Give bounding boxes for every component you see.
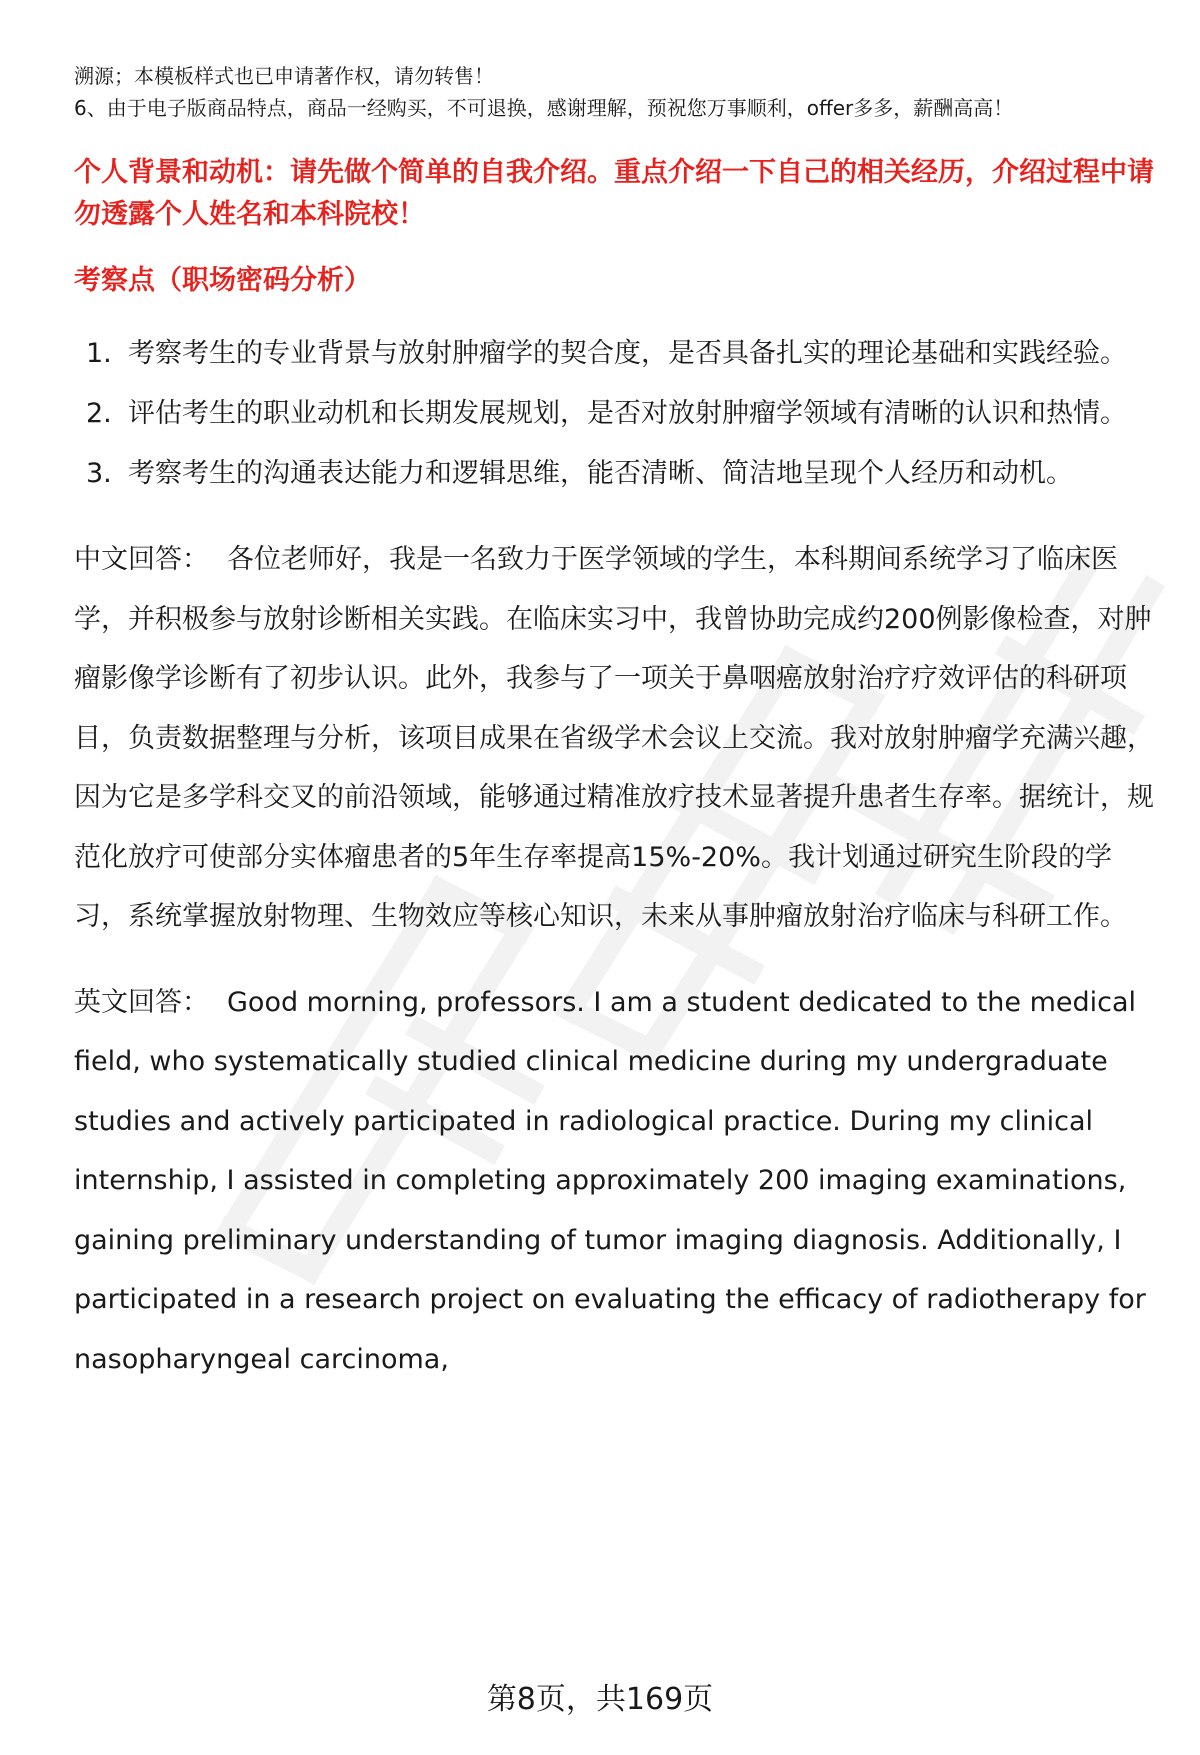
focus-title: 考察点（职场密码分析） bbox=[74, 265, 371, 296]
list-item-number: 1. bbox=[86, 338, 112, 369]
assessment-points-list bbox=[74, 324, 1154, 504]
page-content bbox=[74, 60, 1154, 1389]
list-item bbox=[74, 324, 1154, 384]
chinese-answer-text: 各位老师好，我是一名致力于医学领域的学生，本科期间系统学习了临床医学，并积极参与放射诊断相关实践。在临床实习中，我曾协助完成约200例影像检查，对肿瘤影像学诊断有了初步认识。此外，我参与了一项关于鼻咽癌放射治疗疗效评估的科研项目，负责数据整理与分析，该项目成果在省级学术会议上交流。我对放射肿瘤学充满兴趣，因为它是多学科交叉的前沿领域，能够通过精准放疗技术显著提升患者生存率。据统计，规范化放疗可使部分实体瘤患者的5年生存率提高15%-20%。我计划通过研究生阶段的学习，系统掌握放射物理、生物效应等核心知识，未来从事肿瘤放射治疗临床与科研工作。 bbox=[74, 544, 1154, 932]
list-item-text: 评估考生的职业动机和长期发展规划，是否对放射肿瘤学领域有清晰的认识和热情。 bbox=[128, 398, 1127, 429]
list-item bbox=[74, 444, 1154, 504]
page-number-footer: 第8页，共169页 bbox=[486, 1682, 714, 1717]
chinese-answer-label: 中文回答： bbox=[74, 544, 209, 575]
chinese-answer bbox=[74, 530, 1154, 947]
english-answer-text: Good morning, professors. I am a student dedicated to the medical field, who systematically studied clinical medicine during my undergraduate studies and actively participated in radiological practice. During my clinical internship, I assisted in completing approximately 200 imaging examinations, gaining preliminary understanding of tumor imaging diagnosis. Additionally, I participated in a research project on evaluating the efficacy of radiotherapy for nasopharyngeal carcinoma, bbox=[74, 986, 1146, 1375]
english-answer-label: 英文回答： bbox=[74, 986, 209, 1018]
list-item bbox=[74, 384, 1154, 444]
list-item-text: 考察考生的专业背景与放射肿瘤学的契合度，是否具备扎实的理论基础和实践经验。 bbox=[128, 338, 1127, 369]
notice-line: 溯源；本模板样式也已申请著作权，请勿转售！ bbox=[74, 64, 494, 88]
list-item-text: 考察考生的沟通表达能力和逻辑思维，能否清晰、简洁地呈现个人经历和动机。 bbox=[128, 458, 1073, 489]
prompt-title: 个人背景和动机：请先做个简单的自我介绍。重点介绍一下自己的相关经历，介绍过程中请勿透露个人姓名和本科院校！ bbox=[74, 157, 1154, 230]
list-item-number: 2. bbox=[86, 398, 112, 429]
english-answer bbox=[74, 973, 1154, 1390]
list-item-number: 3. bbox=[86, 458, 112, 489]
notice-line: 6、由于电子版商品特点，商品一经购买，不可退换，感谢理解，预祝您万事顺利，offer多多，薪酬高高！ bbox=[74, 96, 1014, 120]
